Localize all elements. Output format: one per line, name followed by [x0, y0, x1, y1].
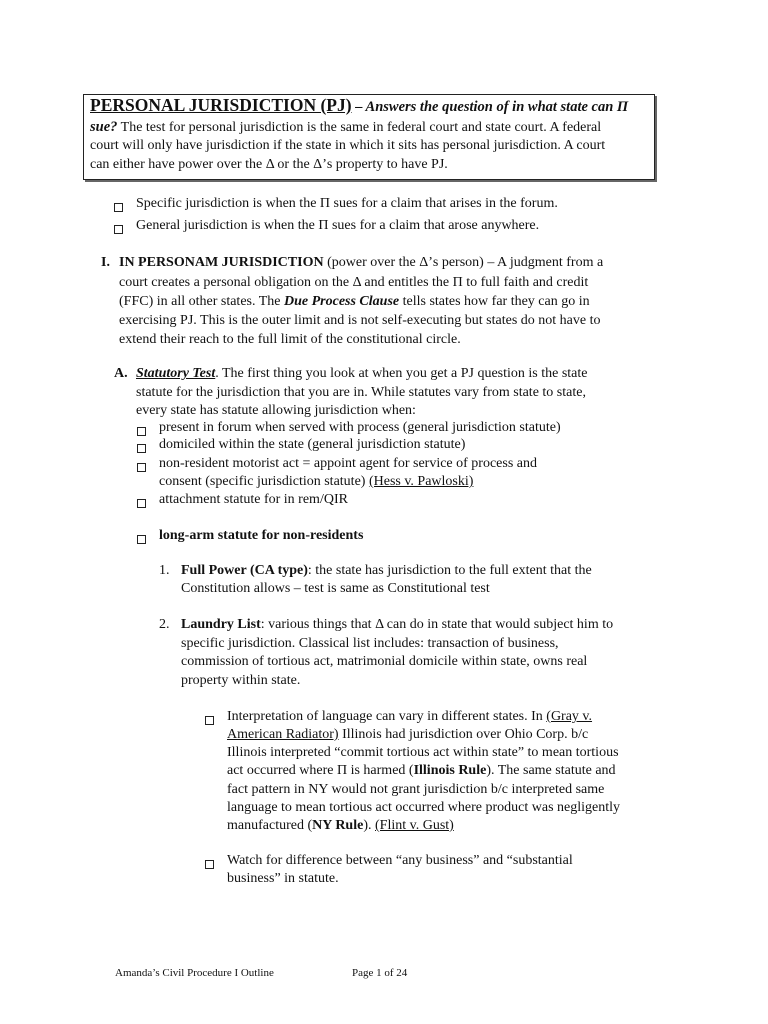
- bullet-icon: [137, 427, 146, 436]
- full-power-heading: Full Power (CA type): [181, 563, 308, 578]
- footer-page-number: Page 1 of 24: [352, 967, 408, 979]
- full-power-line-2: Constitution allows – test is same as Constitutional test: [181, 581, 490, 596]
- bullet-icon: [137, 444, 146, 453]
- full-power-line-1: [181, 562, 592, 581]
- section-a-line-1-rest: . The first thing you look at when you get a PJ question is the state: [215, 366, 588, 381]
- statute-item-3a: non-resident motorist act = appoint agent for service of process and: [159, 456, 537, 471]
- laundry-list-line-1: [181, 616, 613, 635]
- statute-item-2: domiciled within the state (general jurisdiction statute): [159, 437, 466, 452]
- statute-item-3b: [159, 473, 473, 492]
- section-heading: IN PERSONAM JURISDICTION: [119, 255, 324, 270]
- title-body-a: The test for personal jurisdiction is the same in federal court and state court. A federal: [117, 119, 602, 135]
- watch-line-2: business” in statute.: [227, 871, 339, 886]
- due-process-clause: Due Process Clause: [284, 294, 400, 309]
- case-citation-gray: (Gray v.: [546, 709, 593, 724]
- bullet-icon: [205, 716, 214, 725]
- case-citation: (Hess v. Pawloski): [368, 474, 474, 489]
- interp-line-4a: act occurred where Π is harmed (: [227, 763, 414, 778]
- interp-line-7a: manufactured (: [227, 818, 313, 833]
- bullet-icon: [137, 535, 146, 544]
- section-i-line-1: [119, 254, 603, 273]
- bullet-icon: [205, 860, 214, 869]
- statute-item-1: present in forum when served with process (general jurisdiction statute): [159, 420, 561, 435]
- interp-line-6: language to mean tortious act occurred where product was negligently: [227, 800, 621, 815]
- bullet-icon: [137, 463, 146, 472]
- title-body-c: can either have power over the Δ or the Δ’s property to have PJ.: [90, 156, 448, 172]
- statute-item-3b-text: consent (specific jurisdiction statute): [159, 474, 369, 489]
- statute-item-4: attachment statute for in rem/QIR: [159, 492, 348, 507]
- section-i-line-1-rest: (power over the Δ’s person) – A judgment from a: [323, 255, 604, 270]
- section-i-line-3a: (FFC) in all other states. The: [119, 294, 284, 309]
- footer-title: Amanda’s Civil Procedure I Outline: [115, 967, 274, 979]
- case-citation-flint: (Flint v. Gust): [375, 818, 454, 833]
- subsection-heading: Statutory Test: [136, 366, 216, 381]
- watch-line-1: Watch for difference between “any business” and “substantial: [227, 853, 573, 868]
- case-citation-gray-end: American Radiator): [227, 727, 339, 742]
- section-a-line-2: statute for the jurisdiction that you are in. While statutes vary from state to state,: [136, 385, 586, 400]
- title-dash: –: [351, 99, 366, 115]
- interp-line-1: [227, 708, 592, 727]
- interp-line-5: fact pattern in NY would not grant jurisdiction b/c interpreted same: [227, 782, 605, 797]
- section-i-line-3b: tells states how far they can go in: [399, 294, 590, 309]
- interp-line-4: [227, 762, 616, 781]
- title-line-2: [90, 118, 648, 138]
- interp-line-2: [227, 726, 588, 745]
- laundry-list-line-2: specific jurisdiction. Classical list includes: transaction of business,: [181, 636, 559, 651]
- section-i-line-4: exercising PJ. This is the outer limit and is not self-executing but states do not have to: [119, 313, 601, 328]
- section-i-line-2: court creates a personal obligation on the Δ and entitles the Π to full faith and credit: [119, 275, 589, 290]
- interp-line-1-text: Interpretation of language can vary in different states. In: [227, 709, 547, 724]
- bullet-icon: [114, 225, 123, 234]
- interp-line-2-text: Illinois had jurisdiction over Ohio Corp. b/c: [338, 727, 589, 742]
- full-power-line-1-rest: : the state has jurisdiction to the full extent that the: [307, 563, 592, 578]
- illinois-rule: Illinois Rule: [413, 763, 487, 778]
- statute-item-5: long-arm statute for non-residents: [159, 528, 364, 543]
- interp-line-3: Illinois interpreted “commit tortious act within state” to mean tortious: [227, 745, 619, 760]
- subsection-letter: A.: [114, 366, 128, 381]
- ny-rule: NY Rule: [312, 818, 364, 833]
- interp-line-7: [227, 817, 454, 836]
- bullet-icon: [114, 203, 123, 212]
- laundry-list-heading: Laundry List: [181, 617, 261, 632]
- title-subtitle: Answers the question of in what state can Π: [365, 99, 629, 115]
- list-number-2: 2.: [159, 617, 170, 632]
- title-body-b: court will only have jurisdiction if the state in which it sits has personal jurisdiction. A court: [90, 138, 606, 153]
- page-title: PERSONAL JURISDICTION (PJ): [90, 95, 352, 115]
- title-line-1: [90, 96, 648, 118]
- laundry-list-line-1-rest: : various things that Δ can do in state that would subject him to: [260, 617, 614, 632]
- interp-line-7b: ).: [363, 818, 375, 833]
- laundry-list-line-3: commission of tortious act, matrimonial domicile within state, owns real: [181, 654, 588, 669]
- section-a-line-1: [136, 365, 588, 384]
- title-subtitle-end: sue?: [90, 118, 118, 135]
- list-number-1: 1.: [159, 563, 170, 578]
- section-a-line-3: every state has statute allowing jurisdiction when:: [136, 403, 416, 418]
- bullet-icon: [137, 499, 146, 508]
- interp-line-4b: ). The same statute and: [486, 763, 616, 778]
- intro-bullet-1: Specific jurisdiction is when the Π sues for a claim that arises in the forum.: [136, 196, 558, 211]
- section-i-line-5: extend their reach to the full limit of the constitutional circle.: [119, 332, 461, 347]
- intro-bullet-2: General jurisdiction is when the Π sues for a claim that arose anywhere.: [136, 218, 540, 233]
- laundry-list-line-4: property within state.: [181, 673, 301, 688]
- section-number: I.: [101, 255, 110, 270]
- section-i-line-3: [119, 293, 590, 312]
- title-box: [83, 94, 655, 180]
